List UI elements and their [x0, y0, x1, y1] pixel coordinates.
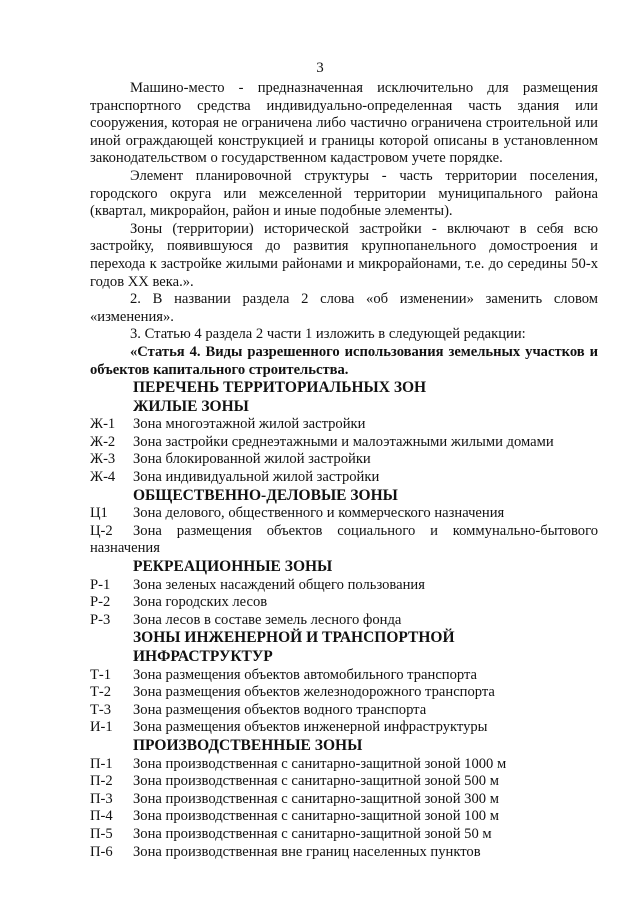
- zone-code: И-1: [90, 719, 113, 736]
- zone-code: Т-1: [90, 666, 112, 683]
- zone-name: Зона зеленых насаждений общего пользования: [133, 576, 425, 593]
- list-title: ПЕРЕЧЕНЬ ТЕРРИТОРИАЛЬНЫХ ЗОН: [133, 379, 427, 397]
- zone-row: [90, 434, 598, 452]
- group-title-residential: ЖИЛЫЕ ЗОНЫ: [133, 397, 249, 415]
- zone-row: [90, 505, 598, 523]
- zone-name: Зона производственная с санитарно-защитной зоной 500 м: [133, 773, 499, 790]
- zone-code: Т-3: [90, 701, 112, 718]
- zone-row: [90, 451, 598, 469]
- zone-name: Зона лесов в составе земель лесного фонда: [133, 611, 402, 628]
- definition-parking-space: Машино-место - предназначенная исключительно для размещения транспортного средства индивидуально-определенная часть здания или сооружения, которая не ограничена либо частично ограничена строительной или иной ограждающей конструкцией и границы которой описаны в установленном законодательством о государственном кадастровом учете порядке.: [90, 80, 598, 167]
- zone-row: [90, 756, 598, 774]
- zone-name: Зона размещения объектов водного транспорта: [133, 701, 427, 718]
- zone-code: Ж-4: [90, 469, 116, 486]
- zone-name: Зона производственная с санитарно-защитной зоной 50 м: [133, 825, 492, 842]
- zone-name-continuation: назначения: [90, 540, 160, 557]
- zone-code: Ц1: [90, 505, 108, 522]
- definition-historic-zones: Зоны (территории) исторической застройки - включают в себя всю застройку, появившуюся до развития крупнопанельного домостроения и перехода к застройке жилыми районами и микрорайонами, т.е. до середины 50-х годов XX века.».: [90, 220, 598, 290]
- zone-code: Ж-2: [90, 433, 116, 450]
- zone-row: [90, 612, 598, 630]
- zone-code: Р-2: [90, 594, 111, 611]
- zone-code: Ц-2: [90, 522, 113, 539]
- zone-name: Зона производственная с санитарно-защитной зоной 100 м: [133, 808, 499, 825]
- zone-name: Зона производственная вне границ населенных пунктов: [133, 843, 481, 860]
- zone-name: Зона производственная с санитарно-защитной зоной 1000 м: [133, 755, 507, 772]
- group-title-industrial: ПРОИЗВОДСТВЕННЫЕ ЗОНЫ: [133, 736, 363, 754]
- zone-row: [90, 684, 598, 702]
- definition-planning-element: Элемент планировочной структуры - часть территории поселения, городского округа или межселенной территории муниципального района (квартал, микрорайон, район и иные подобные элементы).: [90, 167, 598, 220]
- zone-row: [90, 702, 598, 720]
- zone-name: Зона многоэтажной жилой застройки: [133, 416, 366, 433]
- zone-row: [90, 719, 598, 737]
- zone-name: Зона городских лесов: [133, 594, 268, 611]
- zone-code: П-1: [90, 755, 113, 772]
- zone-code: П-2: [90, 773, 113, 790]
- zone-row: [90, 826, 598, 844]
- zone-name: Зона производственная с санитарно-защитной зоной 300 м: [133, 790, 499, 807]
- zone-row: [90, 523, 598, 541]
- article-title: «Статья 4. Виды разрешенного использования земельных участков и объектов капитального строительства.: [90, 343, 598, 378]
- zone-code: П-5: [90, 825, 113, 842]
- group-title-business: ОБЩЕСТВЕННО-ДЕЛОВЫЕ ЗОНЫ: [133, 486, 398, 504]
- group-title-recreation: РЕКРЕАЦИОННЫЕ ЗОНЫ: [133, 558, 333, 576]
- zone-name: Зона делового, общественного и коммерческого назначения: [133, 505, 505, 522]
- zone-code: П-4: [90, 808, 113, 825]
- zone-row: [90, 416, 598, 434]
- zone-row: [90, 594, 598, 612]
- zone-name: Зона индивидуальной жилой застройки: [133, 469, 380, 486]
- zone-code: Ж-1: [90, 416, 116, 433]
- zone-code: Т-2: [90, 684, 112, 701]
- zone-row: [90, 791, 598, 809]
- zone-row: [90, 773, 598, 791]
- zone-code: Ж-3: [90, 451, 116, 468]
- zone-name: Зона застройки среднеэтажными и малоэтажными жилыми домами: [133, 433, 554, 450]
- zone-row: [90, 469, 598, 487]
- zone-row: [90, 844, 598, 862]
- zone-row: [90, 577, 598, 595]
- zone-code: Р-1: [90, 576, 111, 593]
- zone-row: [90, 808, 598, 826]
- zone-code: Р-3: [90, 611, 111, 628]
- group-title-infrastructure: ЗОНЫ ИНЖЕНЕРНОЙ И ТРАНСПОРТНОЙ ИНФРАСТРУКТУР: [133, 629, 455, 665]
- zone-name: Зона размещения объектов железнодорожного транспорта: [133, 684, 495, 701]
- page-number: 3: [316, 60, 324, 76]
- zone-name: Зона блокированной жилой застройки: [133, 451, 371, 468]
- zone-code: П-6: [90, 843, 113, 860]
- zone-code: П-3: [90, 790, 113, 807]
- zone-name: Зона размещения объектов автомобильного транспорта: [133, 666, 478, 683]
- zone-row: [90, 667, 598, 685]
- document-body: [90, 80, 598, 861]
- amendment-item-3: 3. Статью 4 раздела 2 части 1 изложить в следующей редакции:: [130, 326, 526, 343]
- amendment-item-2: 2. В названии раздела 2 слова «об изменении» заменить словом «изменения».: [90, 291, 598, 325]
- zone-name: Зона размещения объектов социального и коммунально-бытового: [133, 522, 598, 539]
- zone-name: Зона размещения объектов инженерной инфраструктуры: [133, 719, 488, 736]
